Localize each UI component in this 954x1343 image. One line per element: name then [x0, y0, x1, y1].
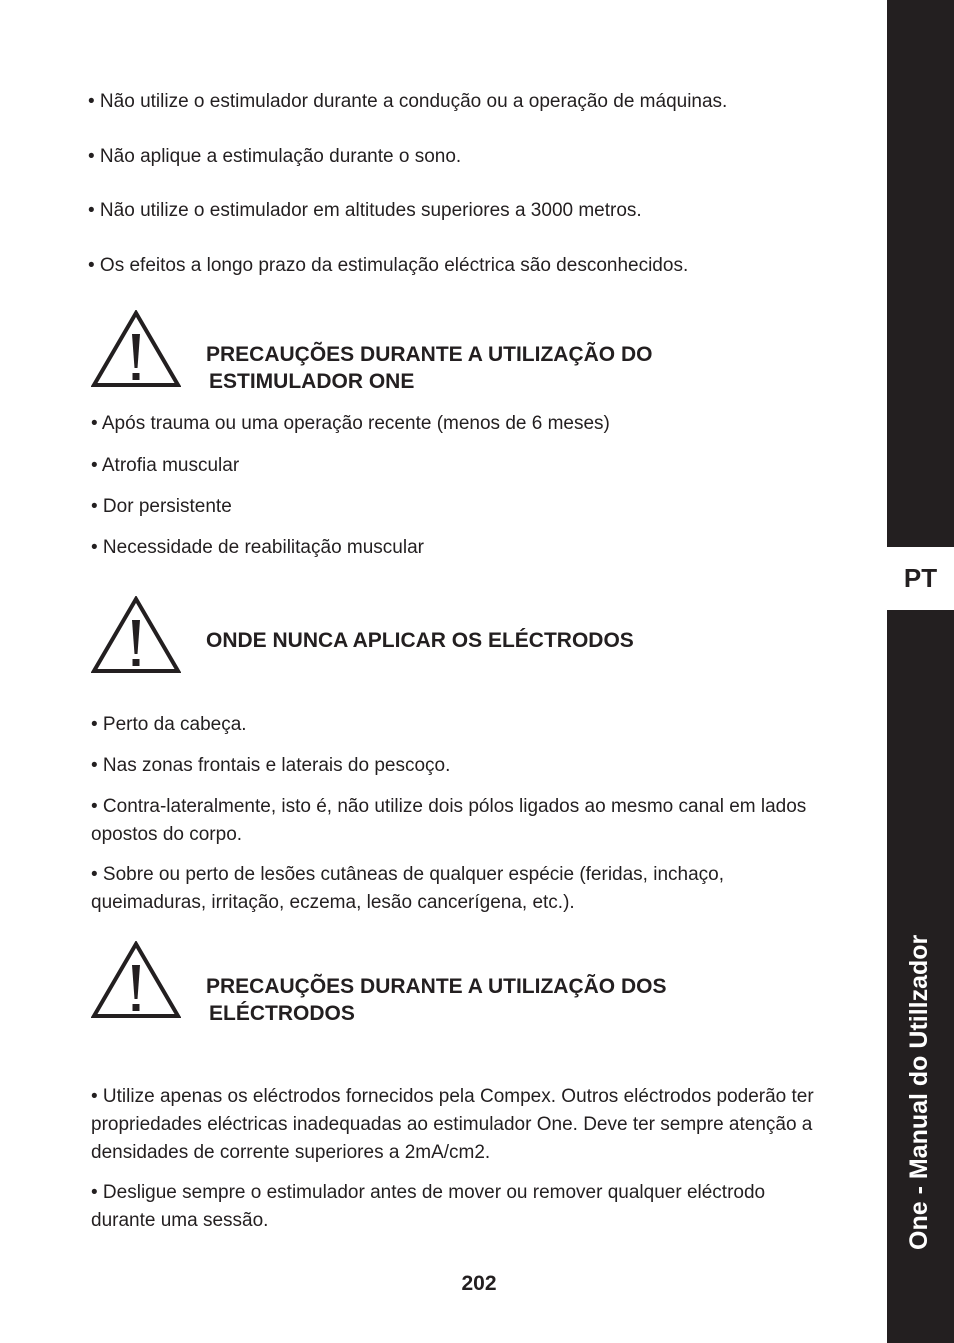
intro-item: • Não aplique a estimulação durante o sono.: [88, 146, 462, 167]
intro-item: • Não utilize o estimulador durante a condução ou a operação de máquinas.: [88, 91, 728, 112]
intro-item: • Não utilize o estimulador em altitudes superiores a 3000 metros.: [88, 200, 642, 221]
section-heading: PRECAUÇÕES DURANTE A UTILIZAÇÃO DOS: [206, 975, 667, 998]
page-number-text: 202: [461, 1272, 497, 1295]
list-item: • Necessidade de reabilitação muscular: [91, 537, 424, 558]
list-item: • Nas zonas frontais e laterais do pescoço.: [91, 755, 451, 776]
list-item: • Atrofia muscular: [91, 455, 240, 476]
list-item: • Contra-lateralmente, isto é, não utilize dois pólos ligados ao mesmo canal em lados opostos do corpo.: [91, 796, 807, 845]
warning-triangle-icon: [91, 941, 181, 1019]
sidebar-bar-top: [887, 0, 954, 547]
warning-triangle-icon: [91, 310, 181, 388]
section-heading: PRECAUÇÕES DURANTE A UTILIZAÇÃO DO: [206, 343, 653, 366]
list-item: • Após trauma ou uma operação recente (menos de 6 meses): [91, 413, 610, 434]
section-heading: ONDE NUNCA APLICAR OS ELÉCTRODOS: [206, 629, 634, 652]
intro-item: • Os efeitos a longo prazo da estimulação eléctrica são desconhecidos.: [88, 255, 689, 276]
section-heading: ELÉCTRODOS: [209, 1002, 355, 1025]
list-item: • Utilize apenas os eléctrodos fornecidos pela Compex. Outros eléctrodos poderão ter propriedades eléctricas inadequadas ao estimulador One. Deve ter sempre atenção a densidades de corrente superiores a 2mA/cm2.: [91, 1086, 814, 1163]
list-item: • Desligue sempre o estimulador antes de mover ou remover qualquer eléctrodo durante uma sessão.: [91, 1182, 766, 1231]
list-item: • Sobre ou perto de lesões cutâneas de qualquer espécie (feridas, inchaço, queimaduras, irritação, eczema, lesão cancerígena, etc.).: [91, 864, 725, 913]
language-tab: PT: [887, 547, 954, 610]
list-item: • Perto da cabeça.: [91, 714, 247, 735]
page-number: [0, 1272, 954, 1296]
list-item: • Dor persistente: [91, 496, 232, 517]
section-heading: ESTIMULADOR ONE: [209, 370, 415, 393]
manual-title: One - Manual do Utillzador: [905, 934, 933, 1250]
warning-triangle-icon: [91, 596, 181, 674]
